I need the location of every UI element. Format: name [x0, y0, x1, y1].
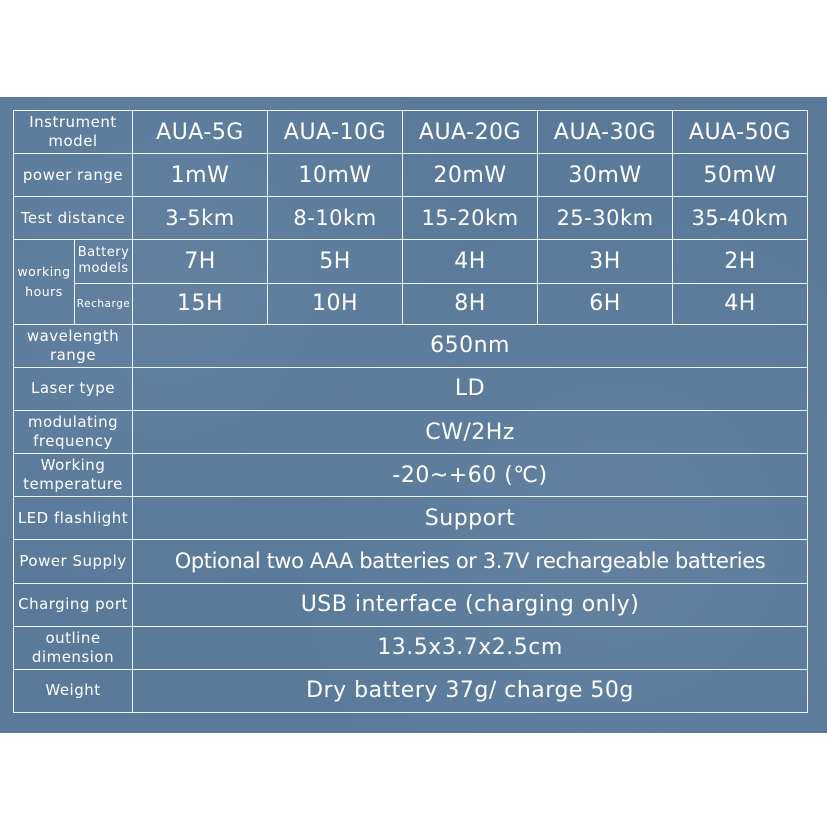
spec-value: 650nm: [133, 324, 808, 367]
table-cell: 8H: [403, 283, 538, 324]
header-instrument-model: Instrument model: [14, 111, 133, 154]
table-row: [14, 669, 808, 712]
table-row: [14, 454, 808, 497]
spec-value: CW/2Hz: [133, 410, 808, 453]
table-cell: 1mW: [133, 154, 268, 197]
row-label-power-supply: Power Supply: [14, 540, 133, 583]
row-label-charging-port: Charging port: [14, 583, 133, 626]
table-cell: 4H: [403, 240, 538, 283]
model-header: AUA-20G: [403, 111, 538, 154]
row-label-weight: Weight: [14, 669, 133, 712]
table-row: [14, 583, 808, 626]
table-cell: 50mW: [673, 154, 808, 197]
spec-value: USB interface (charging only): [133, 583, 808, 626]
table-row: [14, 324, 808, 367]
row-label-led-flashlight: LED flashlight: [14, 497, 133, 540]
table-row: [14, 154, 808, 197]
model-header: AUA-30G: [538, 111, 673, 154]
spec-panel: [0, 97, 827, 733]
row-label-working-temperature: Working temperature: [14, 454, 133, 497]
table-cell: 5H: [268, 240, 403, 283]
sub-label-recharge: Recharge: [75, 283, 133, 324]
spec-table: [13, 110, 808, 713]
table-cell: 7H: [133, 240, 268, 283]
table-cell: 15-20km: [403, 197, 538, 240]
model-header: AUA-5G: [133, 111, 268, 154]
table-row: [14, 197, 808, 240]
table-row: [14, 111, 808, 154]
table-cell: 3-5km: [133, 197, 268, 240]
row-label-laser-type: Laser type: [14, 367, 133, 410]
table-cell: 35-40km: [673, 197, 808, 240]
spec-value: 13.5x3.7x2.5cm: [133, 626, 808, 669]
table-cell: 3H: [538, 240, 673, 283]
row-label-wavelength-range: wavelength range: [14, 324, 133, 367]
row-label-working-hours: working hours: [14, 240, 75, 324]
model-header: AUA-10G: [268, 111, 403, 154]
spec-value: LD: [133, 367, 808, 410]
table-row: [14, 497, 808, 540]
spec-value: Optional two AAA batteries or 3.7V rechargeable batteries: [133, 540, 808, 583]
row-label-modulating-frequency: modulating frequency: [14, 410, 133, 453]
table-row: [14, 410, 808, 453]
table-row: [14, 283, 808, 324]
table-cell: 2H: [673, 240, 808, 283]
table-cell: 4H: [673, 283, 808, 324]
table-cell: 15H: [133, 283, 268, 324]
table-row: [14, 540, 808, 583]
model-header: AUA-50G: [673, 111, 808, 154]
row-label-test-distance: Test distance: [14, 197, 133, 240]
table-cell: 10H: [268, 283, 403, 324]
spec-value: Support: [133, 497, 808, 540]
table-cell: 30mW: [538, 154, 673, 197]
table-row: [14, 626, 808, 669]
spec-value: -20~+60 (℃): [133, 454, 808, 497]
table-cell: 6H: [538, 283, 673, 324]
table-row: [14, 367, 808, 410]
table-row: [14, 240, 808, 283]
sub-label-battery-models: Battery models: [75, 240, 133, 283]
table-cell: 25-30km: [538, 197, 673, 240]
table-cell: 8-10km: [268, 197, 403, 240]
spec-value: Dry battery 37g/ charge 50g: [133, 669, 808, 712]
row-label-power-range: power range: [14, 154, 133, 197]
table-cell: 20mW: [403, 154, 538, 197]
table-cell: 10mW: [268, 154, 403, 197]
row-label-outline-dimension: outline dimension: [14, 626, 133, 669]
